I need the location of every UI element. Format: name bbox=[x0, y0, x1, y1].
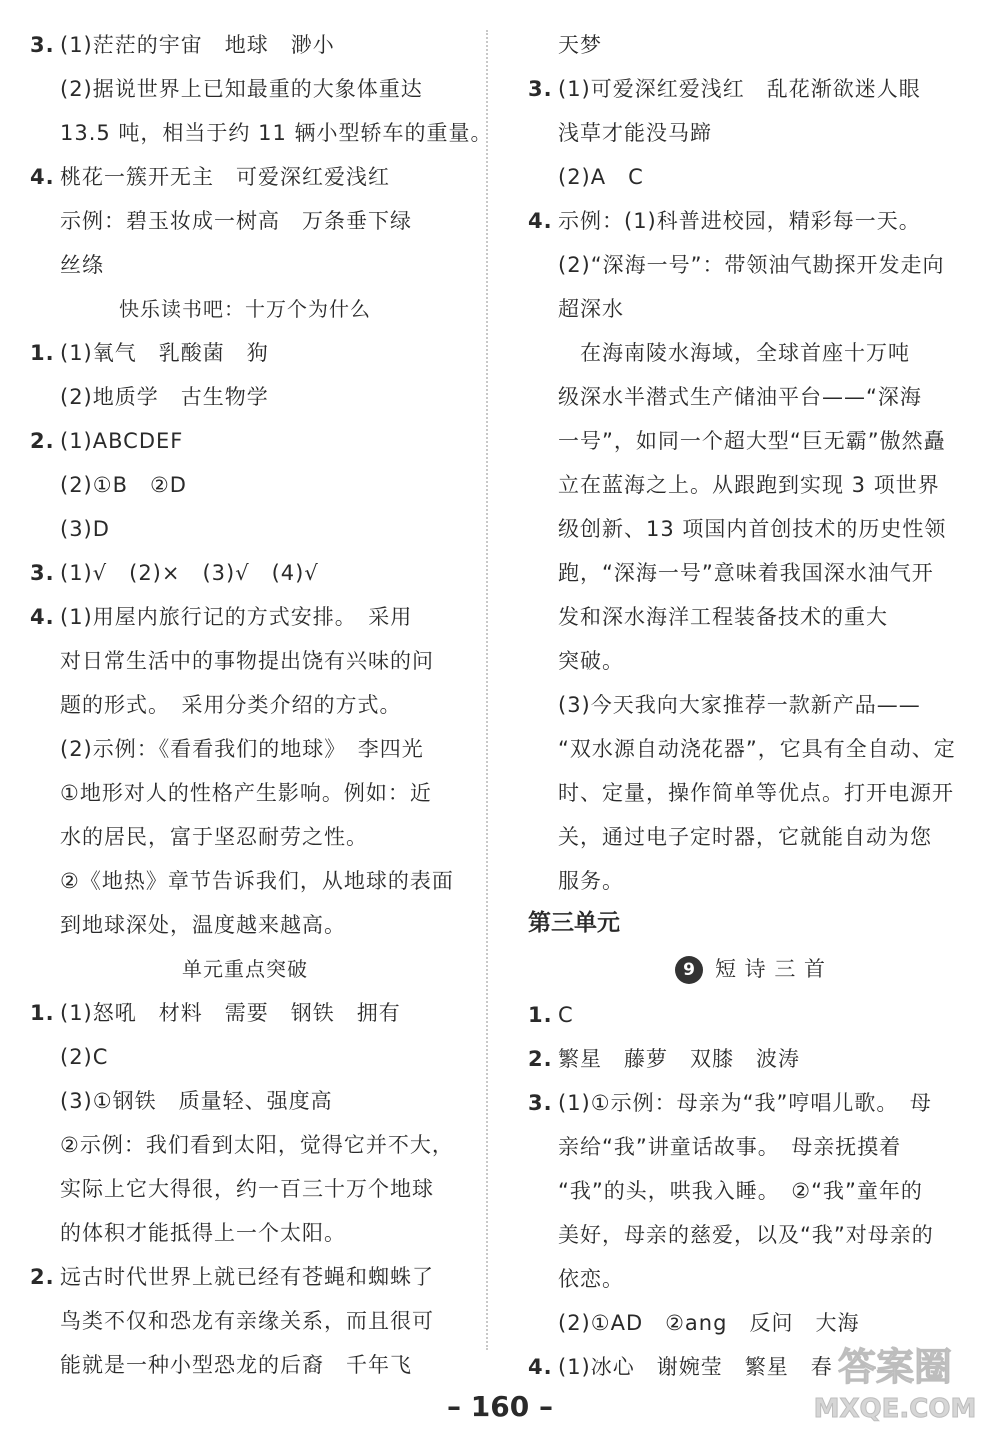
answer-line: (2)①AD ②ang 反问 大海 bbox=[558, 1311, 860, 1335]
answer-line: (3)①钢铁 质量轻、强度高 bbox=[60, 1089, 333, 1113]
answer-line: (2)C bbox=[60, 1045, 109, 1069]
answer-line: 4. (1)冰心 谢婉莹 繁星 春 bbox=[528, 1355, 833, 1379]
answer-line: 1. (1)氧气 乳酸菌 狗 bbox=[30, 341, 269, 365]
unit-heading: 第三单元 bbox=[528, 910, 620, 936]
answer-line: 3. (1)①示例：母亲为“我”哼唱儿歌。 母 bbox=[528, 1091, 932, 1115]
answer-line: 鸟类不仅和恐龙有亲缘关系，而且很可 bbox=[60, 1309, 434, 1333]
answer-line: 3. (1)可爱深红爱浅红 乱花渐欲迷人眼 bbox=[528, 77, 921, 101]
answer-line: 2. (1)ABCDEF bbox=[30, 429, 184, 453]
answer-line: (2)①B ②D bbox=[60, 473, 187, 497]
answer-line: 关，通过电子定时器，它就能自动为您 bbox=[558, 825, 932, 849]
answer-line: 2. 远古时代世界上就已经有苍蝇和蜘蛛了 bbox=[30, 1265, 434, 1289]
answer-line: 亲给“我”讲童话故事。 母亲抚摸着 bbox=[558, 1135, 902, 1159]
answer-line: 题的形式。 采用分类介绍的方式。 bbox=[60, 693, 402, 717]
answer-line: ①地形对人的性格产生影响。例如：近 bbox=[60, 781, 432, 805]
answer-line: 4. (1)用屋内旅行记的方式安排。 采用 bbox=[30, 605, 413, 629]
answer-line: ②《地热》章节告诉我们，从地球的表面 bbox=[60, 869, 454, 893]
answer-line: “双水源自动浇花器”，它具有全自动、定 bbox=[558, 737, 956, 761]
answer-line: 突破。 bbox=[558, 649, 624, 673]
answer-line: 4. 示例：(1)科普进校园，精彩每一天。 bbox=[528, 209, 921, 233]
answer-line: 超深水 bbox=[558, 297, 624, 321]
answer-line: 1. C bbox=[528, 1003, 574, 1027]
answer-line: (2)地质学 古生物学 bbox=[60, 385, 269, 409]
answer-line: 依恋。 bbox=[558, 1267, 624, 1291]
answer-line: 级深水半潜式生产储油平台——“深海 bbox=[558, 385, 922, 409]
watermark-line2: MXQE.COM bbox=[813, 1394, 977, 1424]
watermark-line1: 答案圈 bbox=[837, 1345, 953, 1389]
answer-line: 示例：碧玉妆成一树高 万条垂下绿 bbox=[60, 209, 412, 233]
page-number: – 160 – bbox=[447, 1390, 553, 1423]
answer-line: 到地球深处，温度越来越高。 bbox=[60, 913, 346, 937]
answer-line: (3)D bbox=[60, 517, 110, 541]
lesson-heading bbox=[528, 954, 973, 984]
answer-line: “我”的头，哄我入睡。 ②“我”童年的 bbox=[558, 1179, 923, 1203]
column-divider bbox=[486, 30, 488, 1350]
answer-line: 1. (1)怒吼 材料 需要 钢铁 拥有 bbox=[30, 1001, 401, 1025]
answer-line: 丝绦 bbox=[60, 253, 104, 277]
answer-line: (3)今天我向大家推荐一款新产品—— bbox=[558, 693, 921, 717]
section-heading: 快乐读书吧：十万个为什么 bbox=[119, 297, 371, 321]
answer-line: (2)据说世界上已知最重的大象体重达 bbox=[60, 77, 423, 101]
answer-line: 跑，“深海一号”意味着我国深水油气开 bbox=[558, 561, 934, 585]
lesson-title: 短 诗 三 首 bbox=[714, 957, 827, 981]
answer-line: 服务。 bbox=[558, 869, 624, 893]
answer-line: 的体积才能抵得上一个太阳。 bbox=[60, 1221, 346, 1245]
answer-line: 实际上它大得很，约一百三十万个地球 bbox=[60, 1177, 434, 1201]
answer-line: 美好，母亲的慈爱，以及“我”对母亲的 bbox=[558, 1223, 934, 1247]
answer-line: 天梦 bbox=[558, 33, 602, 57]
answer-line: 浅草才能没马蹄 bbox=[558, 121, 712, 145]
answer-line: (2)“深海一号”：带领油气勘探开发走向 bbox=[558, 253, 945, 277]
lesson-number-badge: 9 bbox=[675, 956, 703, 984]
answer-line: 对日常生活中的事物提出饶有兴味的问 bbox=[60, 649, 434, 673]
answer-line: 3. (1)茫茫的宇宙 地球 渺小 bbox=[30, 33, 335, 57]
answer-line: 能就是一种小型恐龙的后裔 千年飞 bbox=[60, 1353, 412, 1377]
answer-line: 3. (1)√ (2)× (3)√ (4)√ bbox=[30, 561, 319, 585]
answer-line: 13.5 吨，相当于约 11 辆小型轿车的重量。 bbox=[60, 121, 493, 145]
section-heading: 单元重点突破 bbox=[182, 957, 308, 981]
watermark-logo bbox=[800, 1335, 990, 1430]
answer-line: 在海南陵水海域，全球首座十万吨 bbox=[558, 341, 910, 365]
answer-line: 立在蓝海之上。从跟跑到实现 3 项世界 bbox=[558, 473, 940, 497]
answer-line: 级创新、13 项国内首创技术的历史性领 bbox=[558, 517, 947, 541]
answer-line: 发和深水海洋工程装备技术的重大 bbox=[558, 605, 888, 629]
answer-line: (2)A C bbox=[558, 165, 644, 189]
answer-line: 4. 桃花一簇开无主 可爱深红爱浅红 bbox=[30, 165, 390, 189]
answer-line: (2)示例：《看看我们的地球》 李四光 bbox=[60, 737, 424, 761]
answer-line: 一号”，如同一个超大型“巨无霸”傲然矗 bbox=[558, 429, 946, 453]
answer-line: 时、定量，操作简单等优点。打开电源开 bbox=[558, 781, 954, 805]
answer-line: ②示例：我们看到太阳，觉得它并不大， bbox=[60, 1133, 454, 1157]
answer-line: 水的居民，富于坚忍耐劳之性。 bbox=[60, 825, 368, 849]
answer-line: 2. 繁星 藤萝 双膝 波涛 bbox=[528, 1047, 800, 1071]
